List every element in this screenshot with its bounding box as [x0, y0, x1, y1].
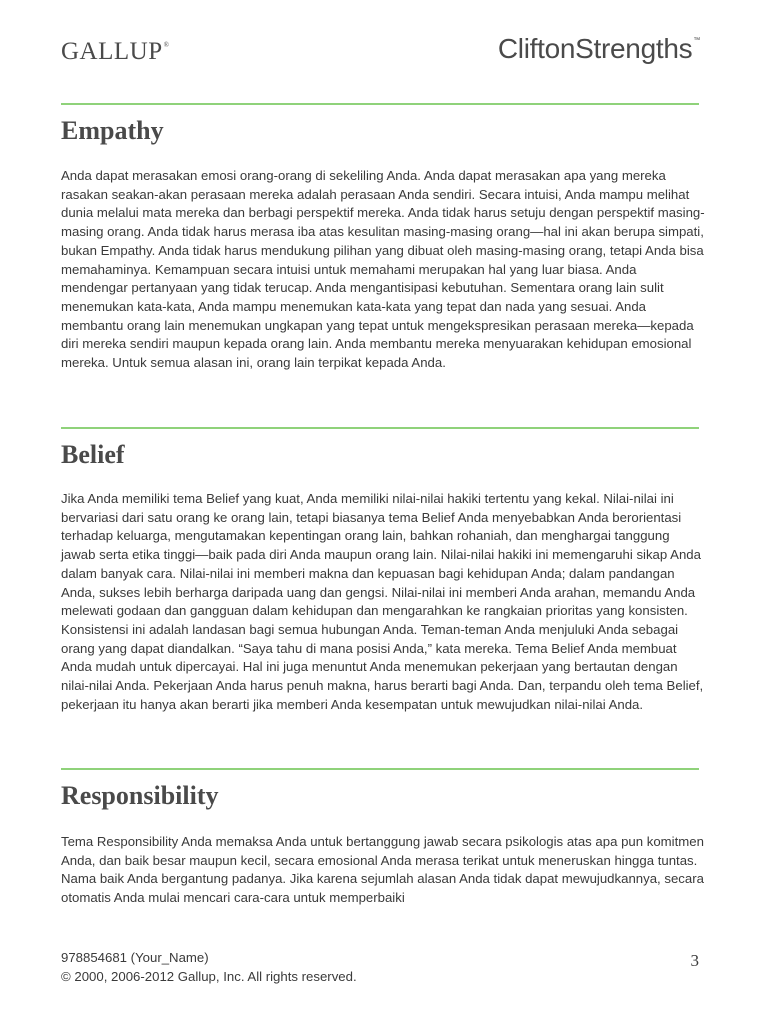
cliftonstrengths-logo	[498, 33, 700, 65]
section-divider	[61, 768, 699, 770]
trademark-mark: ™	[693, 37, 700, 44]
section-body-responsibility: Tema Responsibility Anda memaksa Anda untuk bertanggung jawab secara psikologis atas apa pun komitmen Anda, dan baik besar maupun kecil, secara emosional Anda merasa terikat untuk meneruskan hingga tuntas. Nama baik Anda bergantung padanya. Jika karena sejumlah alasan Anda tidak dapat mewujudkannya, secara otomatis Anda mulai mencari cara-cara untuk memperbaiki	[61, 834, 704, 906]
section-divider	[61, 103, 699, 105]
section-title-empathy: Empathy	[61, 116, 164, 145]
section-body-empathy: Anda dapat merasakan emosi orang-orang di sekeliling Anda. Anda dapat merasakan apa yang mereka rasakan seakan-akan perasaan mereka adalah perasaan Anda sendiri. Secara intuisi, Anda mampu melihat dunia melalui mata mereka dan berbagi perspektif mereka. Anda tidak harus setuju dengan perspektif masing-masing orang. Anda tidak harus merasa iba atas kesulitan masing-masing orang—hal ini akan berupa simpati, bukan Empathy. Anda tidak harus mendukung pilihan yang dibuat oleh masing-masing orang, tetapi Anda bisa memahaminya. Kemampuan secara intuisi untuk memahami merupakan hal yang luar biasa. Anda mendengar pertanyaan yang tidak terucap. Anda mengantisipasi kebutuhan. Sementara orang lain sulit menemukan kata-kata, Anda mampu menemukan kata-kata yang tepat dan nada yang sesuai. Anda membantu orang lain menemukan ungkapan yang tepat untuk mengekspresikan perasaan mereka—kepada diri mereka sendiri maupun kepada orang lain. Anda membantu mereka menyuarakan kehidupan emosional mereka. Untuk semua alasan ini, orang lain terpikat kepada Anda.	[61, 168, 705, 371]
section-divider	[61, 427, 699, 429]
footer-copyright: © 2000, 2006-2012 Gallup, Inc. All rights reserved.	[61, 968, 357, 984]
page-footer	[61, 949, 357, 986]
section-body-belief: Jika Anda memiliki tema Belief yang kuat, Anda memiliki nilai-nilai hakiki tertentu yang kekal. Nilai-nilai ini bervariasi dari satu orang ke orang lain, tetapi biasanya tema Belief Anda menyebabkan Anda berorientasi terhadap keluarga, mengutamakan kepentingan orang lain, bahkan rohaniah, dan menghargai tanggung jawab serta etika tinggi—baik pada diri Anda maupun orang lain. Nilai-nilai hakiki ini memengaruhi sikap Anda dalam banyak cara. Nilai-nilai ini memberi makna dan kepuasan bagi kehidupan Anda; dalam pandangan Anda, sukses lebih berharga daripada uang dan gengsi. Nilai-nilai ini memberi Anda arahan, memandu Anda melewati godaan dan gangguan dalam kehidupan dan mengarahkan ke rangkaian prioritas yang konsisten. Konsistensi ini adalah landasan bagi semua hubungan Anda. Teman-teman Anda menjuluki Anda sebagai orang yang dapat diandalkan. “Saya tahu di mana posisi Anda,” kata mereka. Tema Belief Anda membuat Anda mudah untuk dipercayai. Hal ini juga menuntut Anda menemukan pekerjaan yang bertautan dengan nilai-nilai Anda. Pekerjaan Anda harus penuh makna, harus berarti bagi Anda. Dan, terpandu oleh tema Belief, pekerjaan itu hanya akan berarti jika memberi Anda kesempatan untuk mewujudkan nilai-nilai Anda.	[61, 491, 704, 712]
registered-mark: ®	[163, 41, 170, 49]
gallup-logo	[61, 38, 169, 66]
footer-user-line: 978854681 (Your_Name)	[61, 950, 209, 965]
section-title-belief: Belief	[61, 440, 125, 469]
section-title-responsibility: Responsibility	[61, 781, 219, 810]
cliftonstrengths-logo-text: CliftonStrengths	[497, 33, 693, 64]
gallup-logo-text: GALLUP	[61, 38, 163, 65]
page-number: 3	[690, 951, 699, 970]
page-header	[0, 0, 760, 104]
